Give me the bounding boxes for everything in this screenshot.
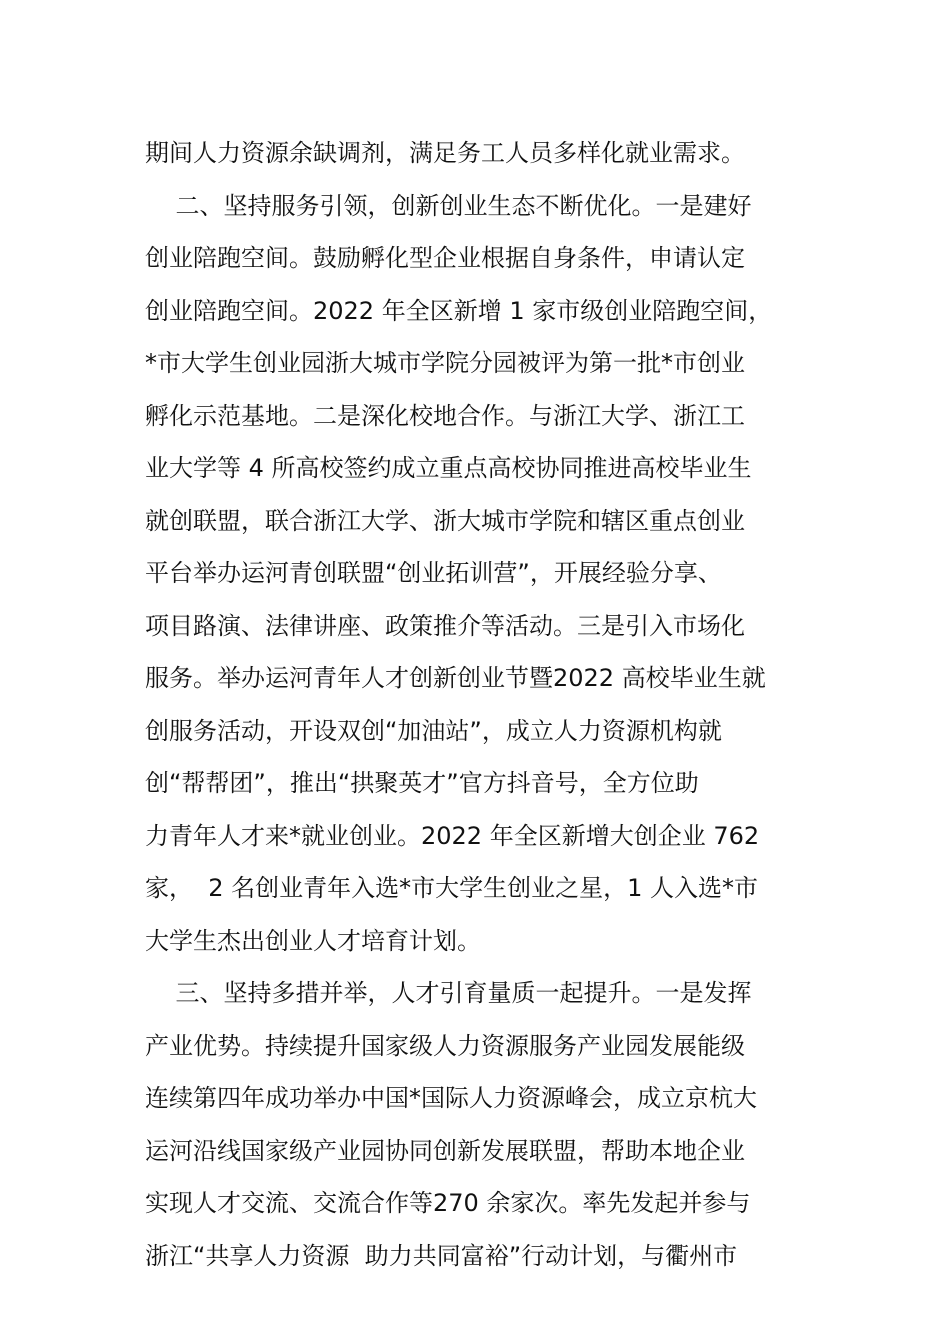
text-line: 三、坚持多措并举，人才引育量质一起提升。一是发挥 bbox=[145, 979, 752, 1007]
text-line: 创业陪跑空间。2022 年全区新增 1 家市级创业陪跑空间， bbox=[145, 296, 773, 325]
text-line: 孵化示范基地。二是深化校地合作。与浙江大学、浙江工 bbox=[145, 401, 745, 430]
text-line: 项目路演、法律讲座、政策推介等活动。三是引入市场化 bbox=[145, 611, 745, 640]
text-line: 运河沿线国家级产业园协同创新发展联盟，帮助本地企业 bbox=[145, 1136, 745, 1165]
text-line: 连续第四年成功举办中国*国际人力资源峰会，成立京杭大 bbox=[145, 1084, 757, 1112]
text-line: 产业优势。持续提升国家级人力资源服务产业园发展能级 bbox=[145, 1031, 745, 1060]
text-line: 大学生杰出创业人才培育计划。 bbox=[145, 926, 481, 955]
text-line: 创“帮帮团”，推出“拱聚英才”官方抖音号，全方位助 bbox=[145, 769, 699, 797]
text-line: 就创联盟，联合浙江大学、浙大城市学院和辖区重点创业 bbox=[145, 506, 745, 535]
text-line: 实现人才交流、交流合作等270 余家次。率先发起并参与 bbox=[145, 1189, 751, 1217]
text-line: 家， 2 名创业青年入选*市大学生创业之星，1 人入选*市 bbox=[145, 874, 759, 902]
text-line: *市大学生创业园浙大城市学院分园被评为第一批*市创业 bbox=[145, 349, 745, 377]
text-line: 业大学等 4 所高校签约成立重点高校协同推进高校毕业生 bbox=[145, 454, 752, 482]
text-line: 浙江“共享人力资源 助力共同富裕”行动计划，与衢州市 bbox=[145, 1241, 738, 1270]
text-line: 平台举办运河青创联盟“创业拓训营”，开展经验分享、 bbox=[145, 559, 722, 587]
text-line: 服务。举办运河青年人才创新创业节暨2022 高校毕业生就 bbox=[145, 664, 766, 692]
text-line: 创服务活动，开设双创“加油站”，成立人力资源机构就 bbox=[145, 716, 722, 745]
document-body bbox=[145, 127, 810, 1282]
text-line: 期间人力资源余缺调剂，满足务工人员多样化就业需求。 bbox=[145, 139, 745, 167]
text-line: 创业陪跑空间。鼓励孵化型企业根据自身条件，申请认定 bbox=[145, 244, 745, 272]
text-line: 二、坚持服务引领，创新创业生态不断优化。一是建好 bbox=[145, 191, 752, 220]
text-line: 力青年人才来*就业创业。2022 年全区新增大创企业 762 bbox=[145, 821, 760, 850]
